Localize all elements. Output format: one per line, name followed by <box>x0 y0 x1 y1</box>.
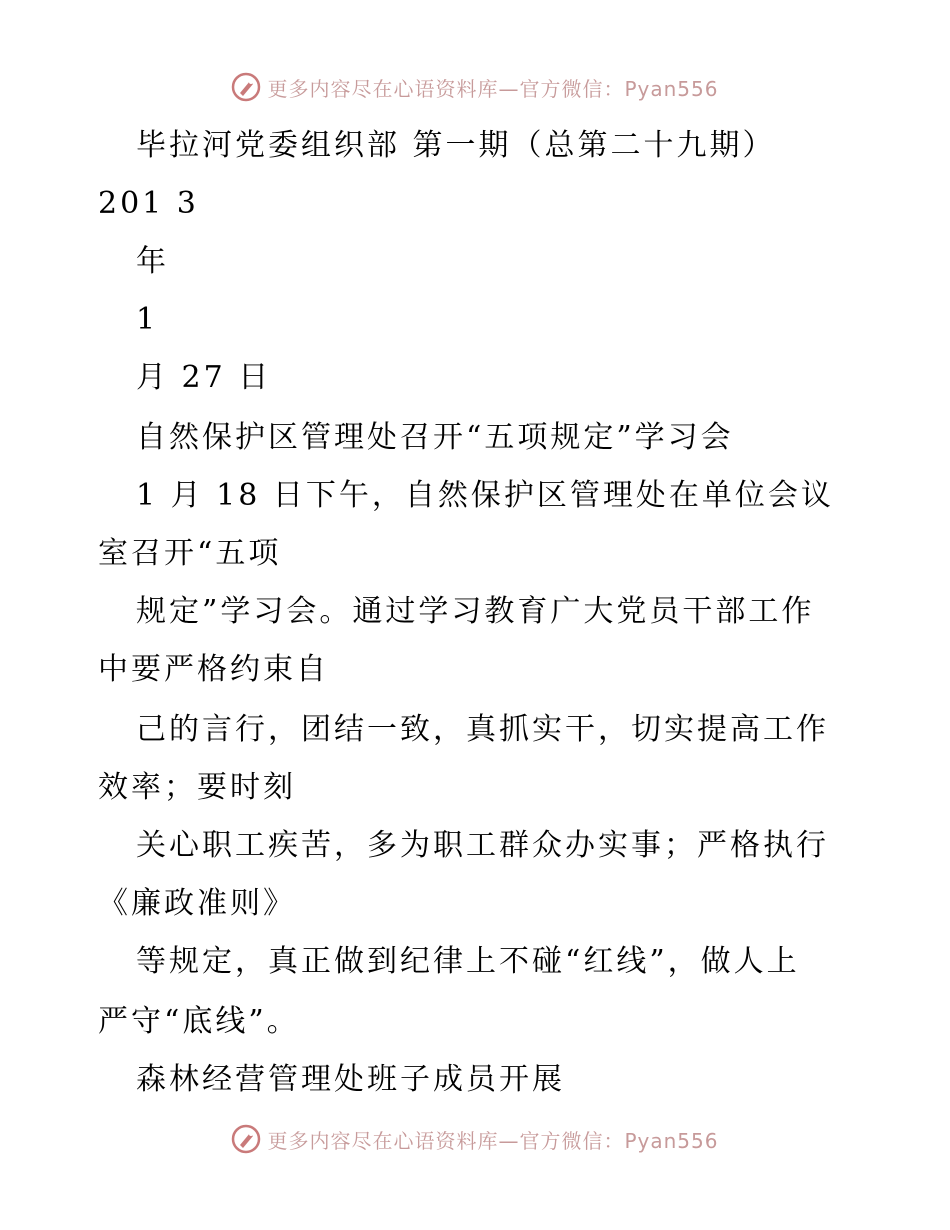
doc-line: 室召开“五项 <box>98 536 282 571</box>
doc-line: 1 <box>136 302 159 337</box>
watermark-text: 更多内容尽在心语资料库—官方微信：Pyan556 <box>267 76 719 101</box>
doc-line: 森林经营管理处班子成员开展 <box>136 1062 565 1097</box>
doc-line: 年 <box>136 244 169 279</box>
doc-line: 等规定，真正做到纪律上不碰“红线”，做人上 <box>136 944 800 979</box>
watermark-text: 更多内容尽在心语资料库—官方微信：Pyan556 <box>267 1128 719 1153</box>
pen-logo-icon <box>231 72 261 102</box>
doc-line: 毕拉河党委组织部 第一期（总第二十九期） <box>136 128 776 163</box>
watermark-footer <box>0 1124 950 1154</box>
doc-line: 关心职工疾苦，多为职工群众办实事；严格执行 <box>136 828 829 863</box>
doc-line: 规定”学习会。通过学习教育广大党员干部工作 <box>136 594 815 629</box>
doc-line: 严守“底线”。 <box>98 1004 300 1039</box>
doc-line: 《廉政准则》 <box>98 886 296 921</box>
doc-line: 己的言行，团结一致，真抓实干，切实提高工作 <box>136 712 829 747</box>
doc-line: 自然保护区管理处召开“五项规定”学习会 <box>136 420 734 455</box>
doc-line: 201 3 <box>98 186 199 221</box>
watermark-header <box>0 72 950 102</box>
pen-logo-icon <box>231 1124 261 1154</box>
doc-line: 效率；要时刻 <box>98 770 296 805</box>
doc-line: 中要严格约束自 <box>98 652 329 687</box>
doc-line: 月 27 日 <box>136 360 272 395</box>
doc-line: 1 月 18 日下午，自然保护区管理处在单位会议 <box>136 478 834 513</box>
